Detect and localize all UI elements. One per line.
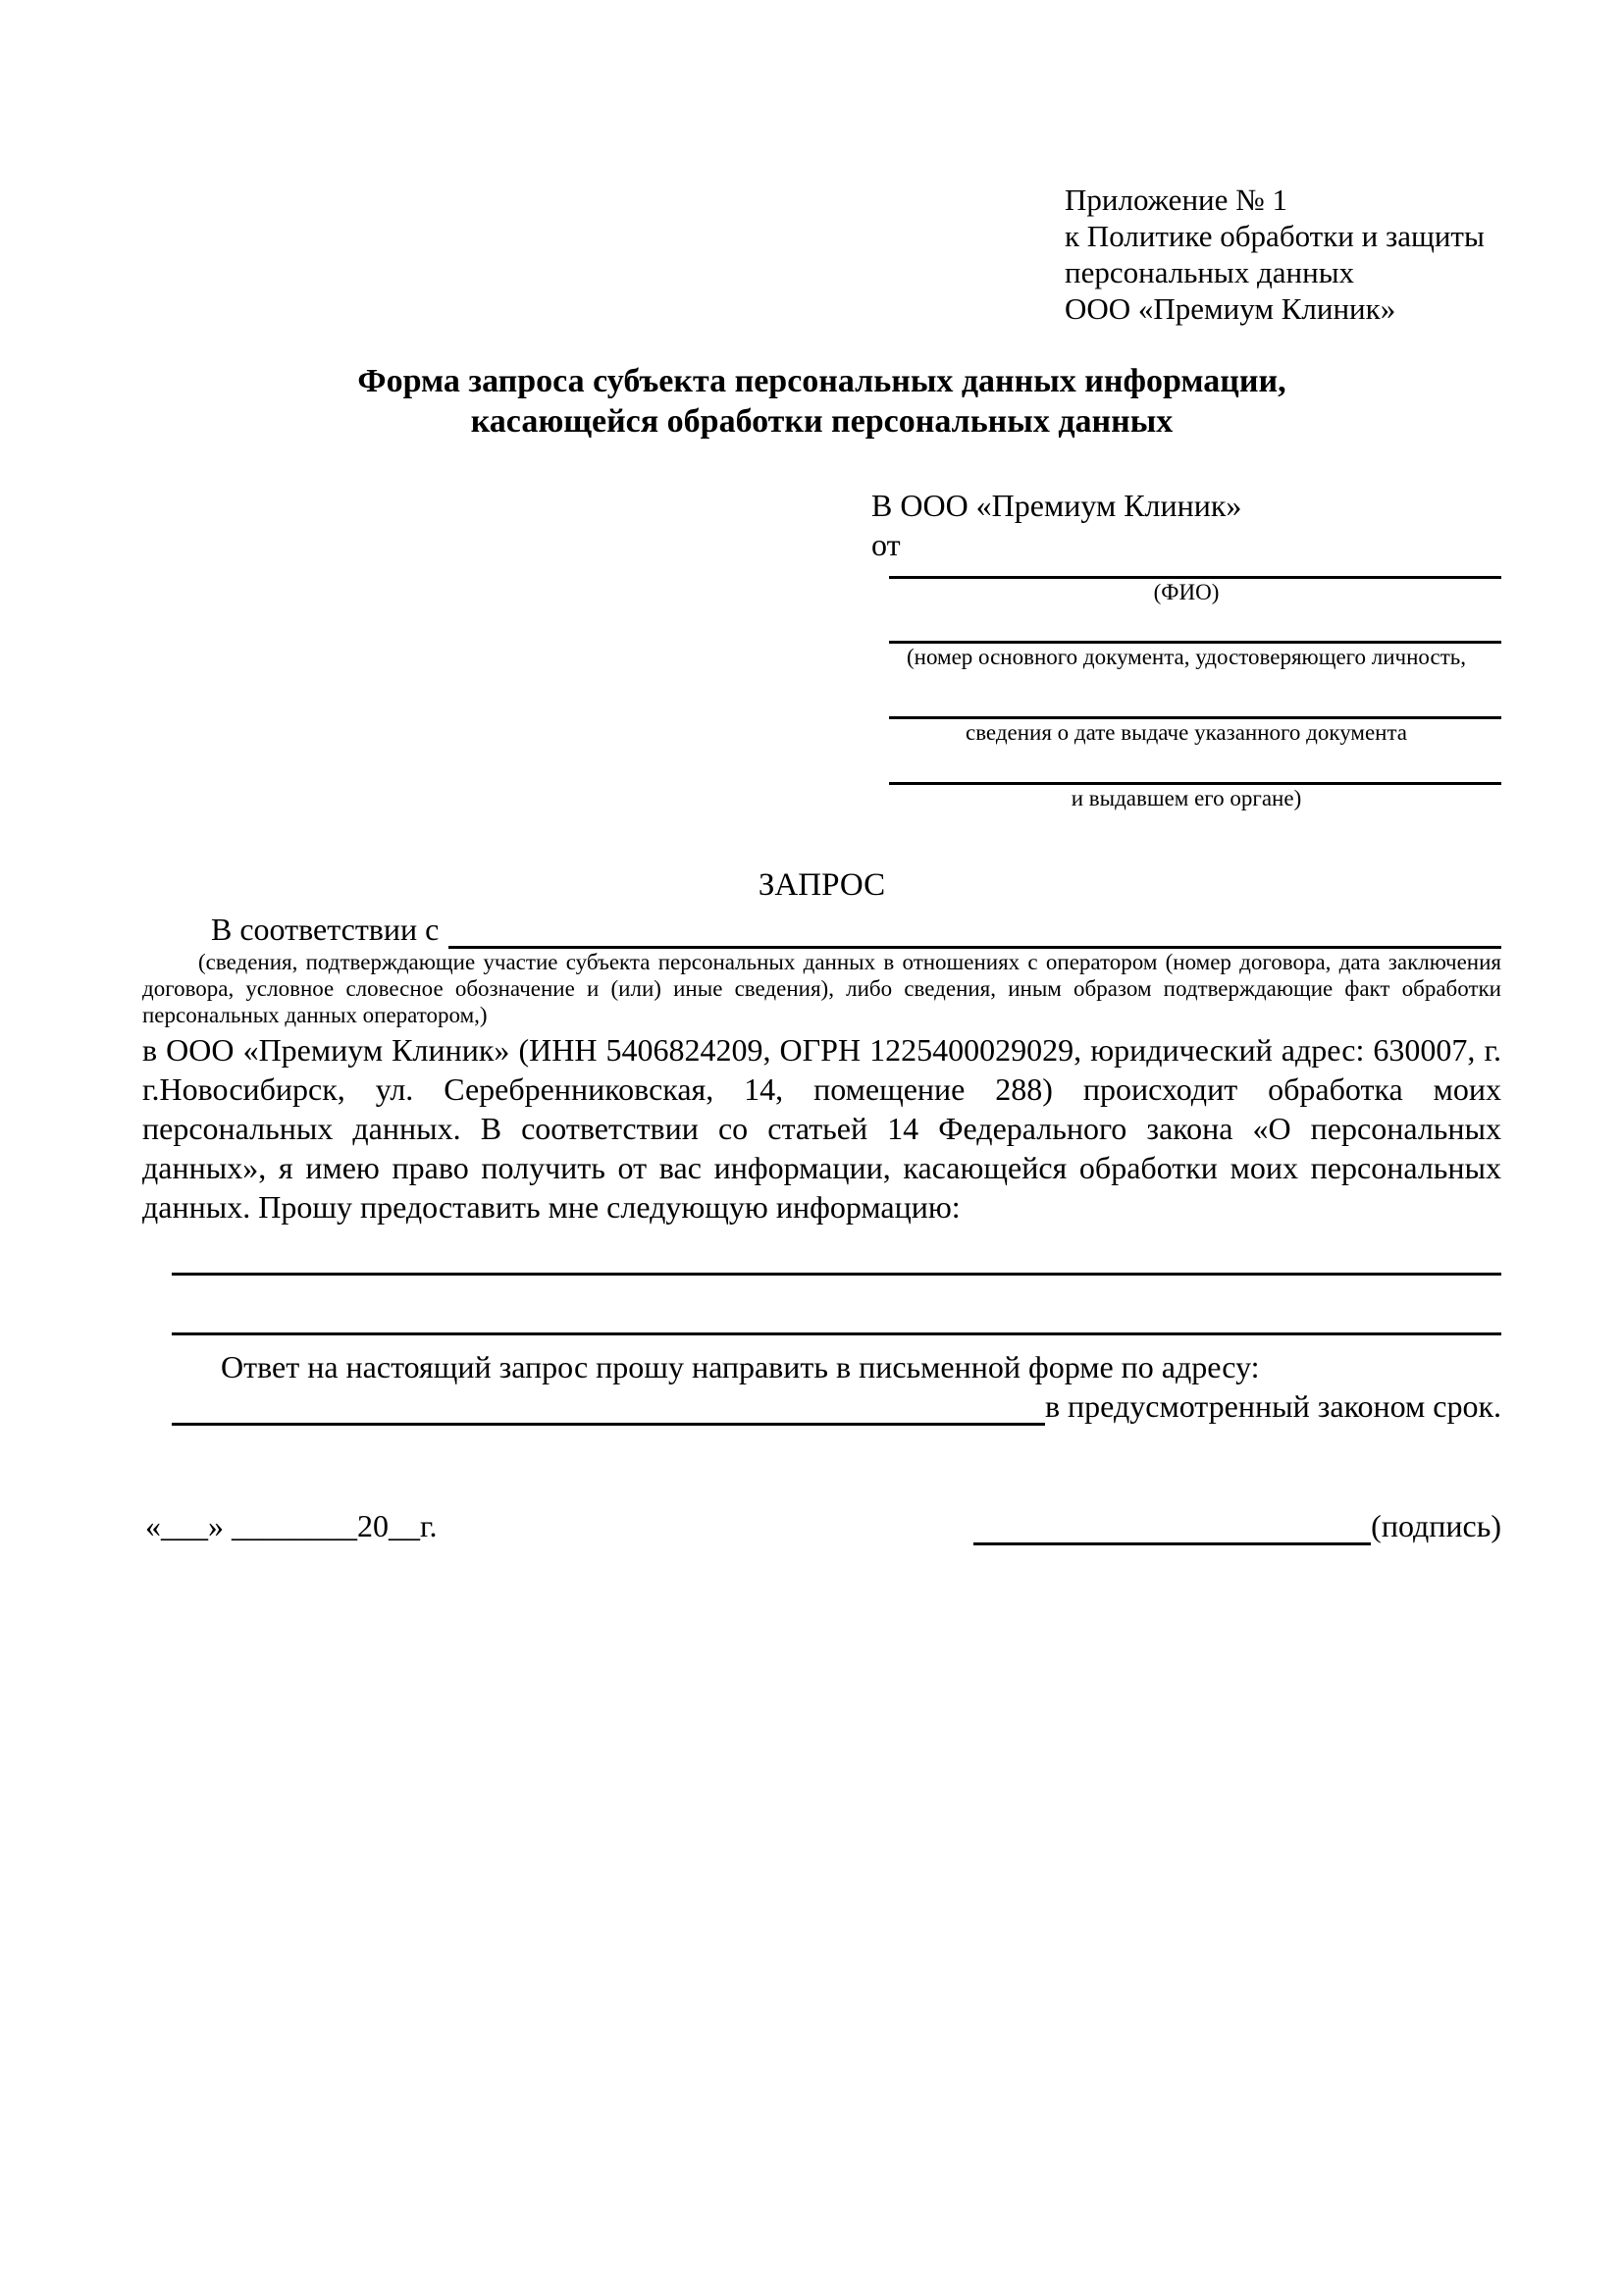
addressee-from-label: от (871, 527, 901, 562)
appendix-line-2: к Политике обработки и защиты (1065, 219, 1485, 253)
accordance-prefix: В соответствии с (211, 912, 440, 947)
reply-address-blank-line (172, 1389, 1045, 1426)
issue-date-caption: сведения о дате выдаче указанного документа (965, 720, 1408, 745)
issuing-authority-caption: и выдавшем его органе) (1071, 786, 1302, 810)
signature-caption: (подпись) (1371, 1508, 1501, 1543)
id-document-blank-line (889, 605, 1501, 644)
answer-blank-line-2 (172, 1276, 1501, 1335)
reply-sentence: Ответ на настоящий запрос прошу направить в письменной форме по адресу: (221, 1349, 1260, 1384)
accordance-blank-line (448, 911, 1501, 949)
document-title-line-2: касающейся обработки персональных данных (470, 403, 1174, 440)
request-heading: ЗАПРОС (758, 867, 886, 903)
fio-blank-line (889, 564, 1501, 579)
date-blank-text: «___» ________20__г. (145, 1508, 438, 1543)
issue-date-blank-line (889, 670, 1501, 719)
request-body-paragraph: в ООО «Премиум Клиник» (ИНН 5406824209, ОГРН 1225400029029, юридический адрес: 630007, г. г.Новосибирск, ул. Серебренниковская, 14, помещение 288) происходит обработка моих персональных данных. В соответствии со статьей 14 Федерального закона «О персональных данных», я имею право получить от вас информации, касающейся обработки моих персональных данных. Прошу предоставить мне следующую информацию: (142, 1032, 1501, 1225)
accordance-line (142, 910, 1501, 949)
reply-suffix-text: в предусмотренный законом срок. (1044, 1388, 1501, 1424)
signature-area (973, 1506, 1501, 1545)
appendix-line-3: персональных данных (1065, 255, 1355, 289)
issuing-authority-blank-line (889, 746, 1501, 785)
signature-blank-line (973, 1509, 1371, 1545)
fio-caption: (ФИО) (1153, 580, 1220, 604)
accordance-footnote: (сведения, подтверждающие участие субъекта персональных данных в отношениях с оператором (номер договора, дата заключения договора, условное словесное обозначение и (или) иные сведения), либо сведения, иным образом подтверждающие факт обработки персональных данных оператором,) (142, 950, 1501, 1027)
reply-address-line (142, 1386, 1501, 1426)
appendix-line-1: Приложение № 1 (1065, 183, 1287, 217)
appendix-note (1065, 182, 1501, 327)
addressee-to: В ООО «Премиум Клиник» (871, 488, 1242, 523)
document-title (142, 361, 1501, 442)
answer-blank-line-1 (172, 1248, 1501, 1276)
id-document-caption: (номер основного документа, удостоверяющего личность, (906, 645, 1466, 669)
document-title-line-1: Форма запроса субъекта персональных данных информации, (357, 363, 1286, 399)
addressee-block (871, 486, 1501, 811)
date-signature-row (142, 1506, 1501, 1545)
appendix-line-4: ООО «Премиум Клиник» (1065, 291, 1396, 326)
